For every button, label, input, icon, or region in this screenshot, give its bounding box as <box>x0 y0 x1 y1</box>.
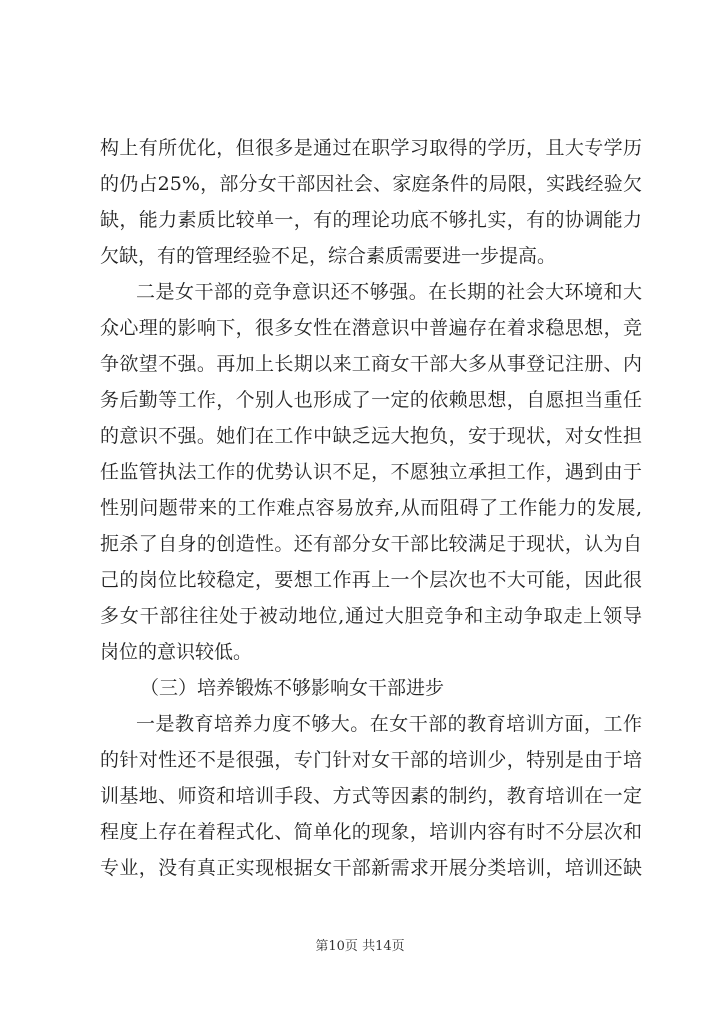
paragraph <box>100 706 642 886</box>
text-line: 程度上存在着程式化、简单化的现象，培训内容有时不分层次和 <box>100 821 642 843</box>
paragraph <box>100 130 642 274</box>
text-line: 己的岗位比较稳定，要想工作再上一个层次也不大可能，因此很 <box>100 569 642 591</box>
text-line: 的针对性还不是很强，专门针对女干部的培训少，特别是由于培 <box>100 749 642 771</box>
text-line: 众心理的影响下，很多女性在潜意识中普遍存在着求稳思想，竞 <box>100 317 642 339</box>
text-line: 多女干部往往处于被动地位,通过大胆竞争和主动争取走上领导 <box>100 605 642 627</box>
text-line: 一是教育培养力度不够大。在女干部的教育培训方面，工作 <box>136 713 642 735</box>
text-line: 二是女干部的竞争意识还不够强。在长期的社会大环境和大 <box>136 281 642 303</box>
text-line: 岗位的意识较低。 <box>100 641 253 663</box>
text-line: 专业，没有真正实现根据女干部新需求开展分类培训，培训还缺 <box>100 857 642 879</box>
text-line: 争欲望不强。再加上长期以来工商女干部大多从事登记注册、内 <box>100 353 642 375</box>
text-line: 欠缺，有的管理经验不足，综合素质需要进一步提高。 <box>100 245 557 267</box>
text-line: 训基地、师资和培训手段、方式等因素的制约，教育培训在一定 <box>100 785 642 807</box>
text-line: 务后勤等工作，个别人也形成了一定的依赖思想，自愿担当重任 <box>100 389 642 411</box>
text-line: 构上有所优化，但很多是通过在职学习取得的学历，且大专学历 <box>100 137 642 159</box>
page-footer: 第10页 共14页 <box>315 939 405 954</box>
body-text <box>100 130 642 886</box>
text-line: （三）培养锻炼不够影响女干部进步 <box>140 677 445 699</box>
text-line: 性别问题带来的工作难点容易放弃,从而阻碍了工作能力的发展, <box>100 497 642 519</box>
text-line: 扼杀了自身的创造性。还有部分女干部比较满足于现状，认为自 <box>100 533 642 555</box>
text-line: 的仍占25%，部分女干部因社会、家庭条件的局限，实践经验欠 <box>100 173 642 195</box>
paragraph <box>100 274 642 670</box>
section-heading <box>100 670 642 706</box>
text-line: 任监管执法工作的优势认识不足，不愿独立承担工作，遇到由于 <box>100 461 642 483</box>
text-line: 的意识不强。她们在工作中缺乏远大抱负，安于现状，对女性担 <box>100 425 642 447</box>
text-line: 缺，能力素质比较单一，有的理论功底不够扎实，有的协调能力 <box>100 209 642 231</box>
